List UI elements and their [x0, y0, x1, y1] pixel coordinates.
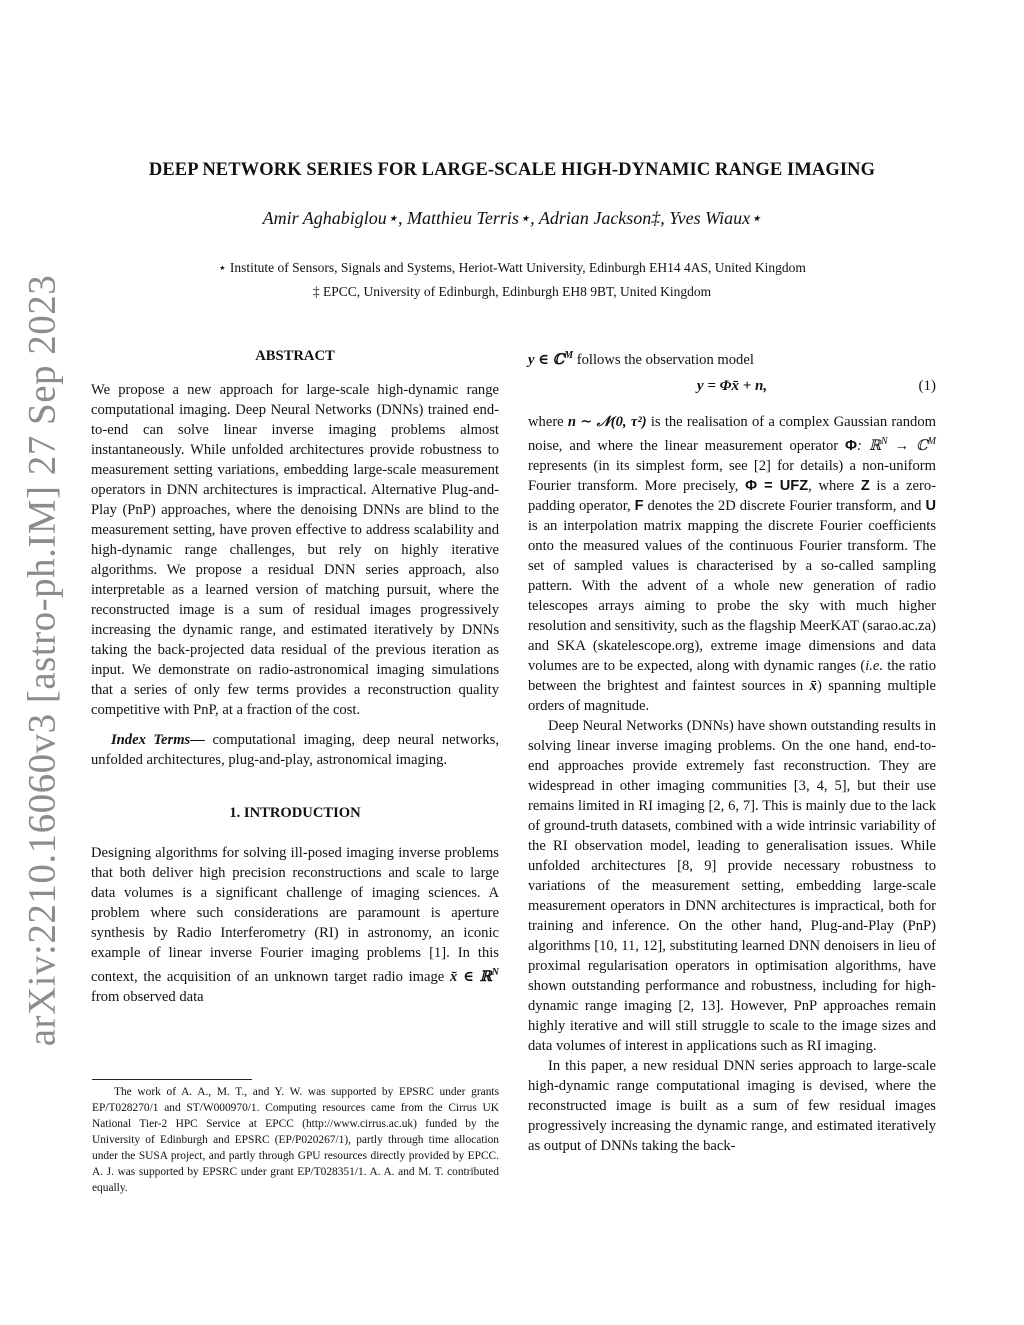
right-paragraph-4: In this paper, a new residual DNN series approach to large-scale high-dynamic range computational imaging is devised, where the reconstructed image is built as a sum of few residual images progressively increasing the dynamic range, and estimated iteratively as output of DNNs taking the back-: [528, 1057, 936, 1154]
right-column: [528, 412, 936, 1156]
math-phi-ufz: Φ = UFZ: [745, 477, 809, 494]
math-u: U: [925, 497, 936, 514]
equation-1-number: (1): [918, 378, 936, 394]
math-xbar: x̄: [809, 677, 817, 694]
math-phi-map: : ℝ$^N$ → ℂ$^M$: [857, 436, 937, 454]
paper-title: DEEP NETWORK SERIES FOR LARGE-SCALE HIGH-DYNAMIC RANGE IMAGING: [148, 160, 876, 180]
index-terms-text: computational imaging, deep neural networks, unfolded architectures, plug-and-play, astronomical imaging.: [91, 732, 500, 768]
math-noise: n ∼ 𝒩(0, τ²): [567, 414, 647, 430]
p2-text-g: is an interpolation matrix mapping the discrete Fourier coefficients onto the measured values of the continuous Fourier transform. The set of sampled values is characterised by a so-called sampling pattern. With the advent of a whole new generation of radio telescopes arrays aiming to probe the sky with much higher resolution and sensitivity, such as the flagship MeerKAT (sarao.ac.za) and SKA (skatelescope.org), extreme image dimensions and data volumes are to be expected, along with dynamic ranges (: [528, 517, 936, 674]
p2-text-e: is a zero-padding operator,: [528, 477, 936, 514]
equation-1-body: y = Φx̄ + n,: [696, 378, 768, 394]
footnote-rule: [92, 1079, 252, 1080]
equation-1: [528, 378, 936, 400]
right-column-lead: [528, 346, 936, 370]
p2-ie: i.e.: [865, 657, 884, 674]
observation-lead-text: follows the observation model: [573, 351, 754, 368]
math-y-in-cm: y ∈ ℂ$^M$: [528, 350, 574, 368]
intro-p1-text-b: from observed data: [91, 988, 204, 1005]
funding-footnote: The work of A. A., M. T., and Y. W. was supported by EPSRC under grants EP/T028270/1 and ST/W000970/1. Computing resources came from the Cirrus UK National Tier-2 HPC Service at EPCC (http://www.cirrus.ac.uk) funded by the University of Edinburgh and EPSRC (EP/P020267/1), partly through time allocation under the SUSA project, and partly through GPU resources directly provided by EPCC. A. J. was supported by EPSRC under grant EP/T028351/1. A. A. and M. T. contributed equally.: [92, 1086, 499, 1194]
right-paragraph-3: Deep Neural Networks (DNNs) have shown outstanding results in solving linear inverse imaging problems. On the one hand, end-to-end approaches provide extremely fast reconstruction. They are widespread in other imaging communities [3, 4, 5], but their use remains limited in RI imaging [2, 6, 7]. This is mainly due to the lack of ground-truth datasets, combined with a wide intrinsic variability of the RI observation model, leading to generalisation issues. While unfolded architectures [8, 9] provide necessary robustness to variations of the measurement setting, embedding large-scale measurement operators in DNN architectures is impractical, both for training and inference. On the other hand, Plug-and-Play (PnP) algorithms [10, 11, 12], substituting learned DNN denoisers in lieu of proximal regularisation operators in optimisation algorithms, have shown outstanding performance and robustness, including for high-dynamic range imaging [2, 13]. However, PnP approaches remain highly iterative and will still struggle to scale to the image sizes and data volumes of interest in applications such as RI imaging.: [528, 717, 936, 1054]
index-terms: [91, 730, 499, 770]
abstract-heading: ABSTRACT: [255, 348, 335, 364]
intro-p1-text-a: Designing algorithms for solving ill-posed imaging inverse problems that both deliver high precision reconstructions and scale to large data volumes is a significant challenge of imaging sciences. A problem where such considerations are paramount is aperture synthesis by Radio Interferometry (RI) in astronomy, an iconic example of linear inverse Fourier imaging problems [1]. In this context, the acquisition of an unknown target radio image: [91, 845, 499, 985]
abstract-text: We propose a new approach for large-scale high-dynamic range computational imaging. Deep Neural Networks (DNNs) trained end-to-end can solve linear inverse imaging problems almost instantaneously. While unfolded architectures provide robustness to measurement setting variations, embedding large-scale measurement operators in DNN architectures is impractical. Alternative Plug-and-Play (PnP) approaches, where the denoising DNNs are blind to the measurement setting, have proven effective to address scalability and high-dynamic range challenges, but rely on highly iterative algorithms. We propose a residual DNN series approach, also interpretable as a learned version of matching pursuit, where the reconstructed image is a sum of residual images progressively increasing the dynamic range, and estimated iteratively by DNNs taking the back-projected data residual of the previous iteration as input. We demonstrate on radio-astronomical imaging simulations that a series of only few terms provides a reconstruction quality competitive with PnP, at a fraction of the cost.: [91, 382, 499, 718]
p2-text-c: represents (in its simplest form, see [2] for details) a non-uniform Fourier transform. More precisely,: [528, 457, 936, 494]
math-phi-operator: Φ: [845, 437, 858, 454]
math-f: F: [634, 497, 644, 514]
p2-text-d: , where: [808, 477, 861, 494]
math-z: Z: [860, 477, 870, 494]
p2-text-f: denotes the 2D discrete Fourier transform, and: [643, 497, 926, 514]
affiliation-2: ‡ EPCC, University of Edinburgh, Edinburgh EH8 9BT, United Kingdom: [312, 284, 712, 299]
intro-paragraph-1: [91, 843, 499, 1007]
author-list: Amir Aghabiglou⋆, Matthieu Terris⋆, Adrian Jackson‡, Yves Wiaux⋆: [262, 208, 762, 228]
arxiv-id-text: arXiv:2210.16060v3 [astro-ph.IM] 27 Sep 2023: [20, 274, 64, 1046]
p2-text-b: is the realisation of a complex Gaussian random noise, and where the linear measurement operator: [528, 414, 936, 454]
introduction-heading: 1. INTRODUCTION: [229, 805, 361, 821]
left-column: [91, 346, 499, 1007]
arxiv-side-stamp: [10, 274, 74, 1046]
index-terms-label: Index Terms—: [111, 732, 205, 748]
math-xbar-in-rn: x̄ ∈ ℝ$^N$: [450, 967, 499, 985]
p2-text-a: where: [528, 414, 568, 430]
observation-lead: [528, 346, 936, 370]
p2-text-h: the ratio between the brightest and faintest sources in: [528, 657, 936, 694]
right-paragraph-2: [528, 412, 936, 716]
affiliation-1: ⋆ Institute of Sensors, Signals and Systems, Heriot-Watt University, Edinburgh EH14 4AS, United Kingdom: [218, 260, 806, 275]
p2-text-i: ) spanning multiple orders of magnitude.: [528, 677, 937, 714]
